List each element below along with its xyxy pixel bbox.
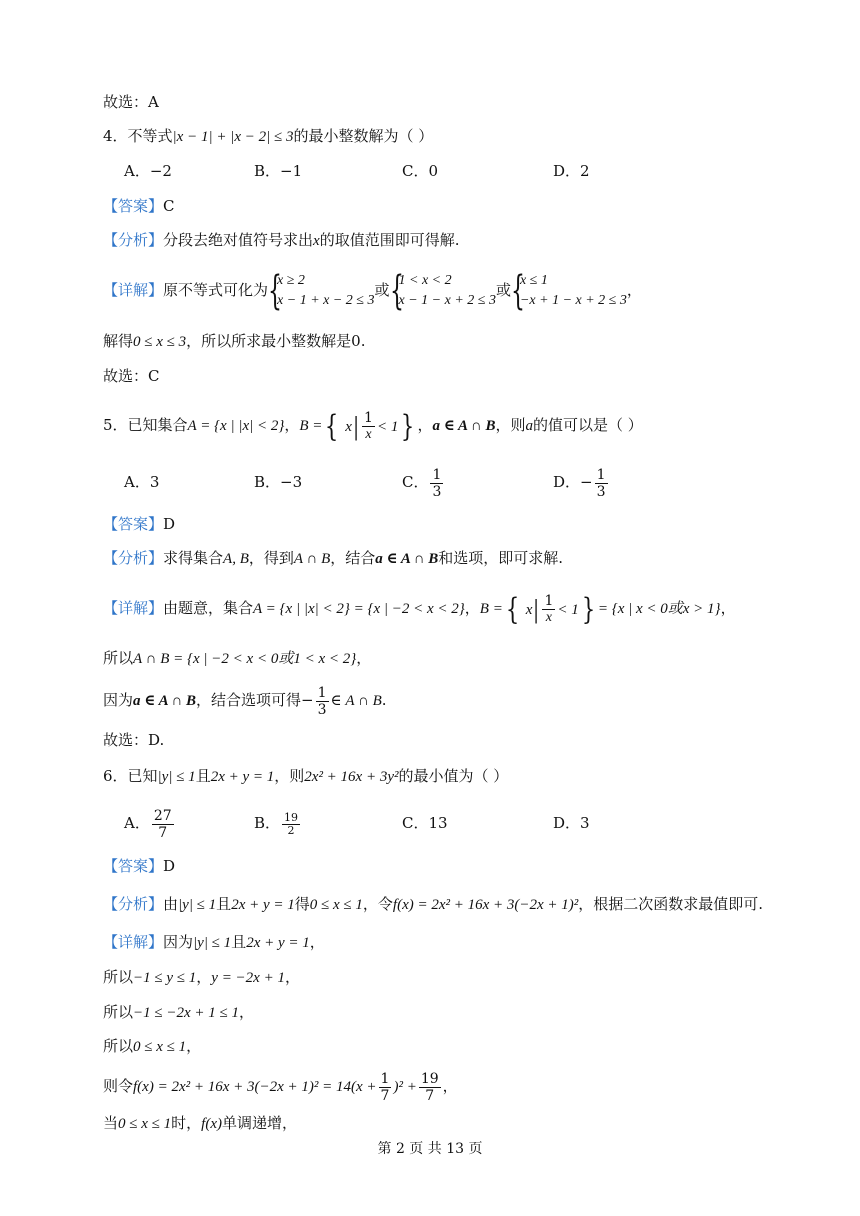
q4-stem-suffix: 的最小整数解为（ ） — [293, 127, 434, 145]
q6-line-3: 所以0 ≤ x ≤ 1， — [103, 1037, 202, 1055]
q6-line-4: 则令f(x) = 2x² + 16x + 3(−2x + 1)² = 14(x + $\frac{1}{7}$ )² + $\frac{19}{7}$ ， — [103, 1070, 458, 1104]
q6-option-b: B． $\frac{19}{2}$ — [254, 810, 299, 837]
page-footer: 第 2 页 共 13 页 — [377, 1141, 483, 1157]
analysis-tag: 【分析】 — [103, 231, 164, 249]
q5-option-a: A．3 — [124, 473, 160, 491]
q5-set-b: { x| $\frac{1}{x}$ < 1} — [325, 408, 415, 444]
q4-stem — [103, 126, 433, 147]
q5-stem: 5．已知集合A = {x | |x| < 2}，B ={ x| $\frac{1}{x}$ < 1} ，a ∈ A ∩ B，则a的值可以是（ ） — [103, 408, 643, 444]
q4-answer: 【答案】C — [103, 197, 175, 215]
q6-stem: 6．已知|y| ≤ 1且2x + y = 1，则2x² + 16x + 3y²的最小值为（ ） — [103, 767, 509, 785]
q4-detail: 【详解】原不等式可化为 { x ≥ 2 x − 1 + x − 2 ≤ 3 或 { 1 < x < 2 x − 1 − x + 2 ≤ 3 或 { x ≤ 1 −x + 1 − x + 2 ≤ 3 ， — [103, 268, 642, 314]
q5-answer: 【答案】D — [103, 515, 176, 533]
q4-solve: 解得0 ≤ x ≤ 3，所以所求最小整数解是0. — [103, 332, 366, 350]
q6-option-c: C．13 — [402, 814, 448, 832]
answer-tag: 【答案】 — [103, 197, 164, 215]
q4-system-1: { x ≥ 2 x − 1 + x − 2 ≤ 3 — [268, 268, 375, 314]
q5-detail-set-b: { x| $\frac{1}{x}$ < 1} — [505, 591, 595, 627]
q4-system-2: { 1 < x < 2 x − 1 − x + 2 ≤ 3 — [389, 268, 496, 314]
q6-line-2: 所以−1 ≤ −2x + 1 ≤ 1， — [103, 1003, 255, 1021]
q4-stem-math: |x − 1| + |x − 2| ≤ 3 — [172, 129, 294, 145]
q5-option-c: C． $\frac{1}{3}$ — [402, 466, 442, 500]
q4-option-c: C．0 — [402, 162, 439, 180]
q6-analysis: 【分析】由|y| ≤ 1且2x + y = 1得0 ≤ x ≤ 1，令f(x) = 2x² + 16x + 3(−2x + 1)²，根据二次函数求最值即可. — [103, 895, 764, 913]
q5-option-b: B．−3 — [254, 473, 303, 491]
q5-line-3: 因为a ∈ A ∩ B，结合选项可得− $\frac{1}{3}$ ∈ A ∩ B. — [103, 684, 387, 718]
q6-answer: 【答案】D — [103, 857, 176, 875]
q4-choose: 故选：C — [103, 367, 160, 385]
q4-stem-prefix: 4．不等式 — [103, 127, 173, 145]
q6-line-5: 当0 ≤ x ≤ 1时，f(x)单调递增， — [103, 1114, 297, 1132]
q5-line-2: 所以A ∩ B = {x | −2 < x < 0或1 < x < 2}， — [103, 649, 372, 667]
q4-option-d: D．2 — [553, 162, 590, 180]
q4-option-a: A．−2 — [124, 162, 172, 180]
detail-tag: 【详解】 — [103, 281, 164, 299]
q5-analysis: 【分析】求得集合A, B，得到A ∩ B，结合a ∈ A ∩ B和选项，即可求解. — [103, 549, 564, 567]
q6-option-a: A． $\frac{27}{7}$ — [124, 807, 172, 841]
q5-set-b-fraction: $\frac{1}{x}$ — [364, 410, 373, 442]
q4-option-b: B．−1 — [254, 162, 303, 180]
q5-choose: 故选：D. — [103, 731, 165, 749]
q6-line-1: 所以−1 ≤ y ≤ 1，y = −2x + 1， — [103, 968, 300, 986]
q5-detail: 【详解】由题意，集合A = {x | |x| < 2} = {x | −2 < x < 2}，B ={ x| $\frac{1}{x}$ < 1} = {x | x < 0或x > 1}， — [103, 591, 736, 627]
q4-analysis: 【分析】分段去绝对值符号求出x的取值范围即可得解. — [103, 231, 460, 249]
q5-option-d: D．− $\frac{1}{3}$ — [553, 466, 606, 500]
q6-detail: 【详解】因为|y| ≤ 1且2x + y = 1， — [103, 933, 325, 951]
q4-system-3: { x ≤ 1 −x + 1 − x + 2 ≤ 3 — [510, 268, 627, 314]
q6-option-d: D．3 — [553, 814, 590, 832]
q3-choose: 故选：A — [103, 93, 159, 111]
